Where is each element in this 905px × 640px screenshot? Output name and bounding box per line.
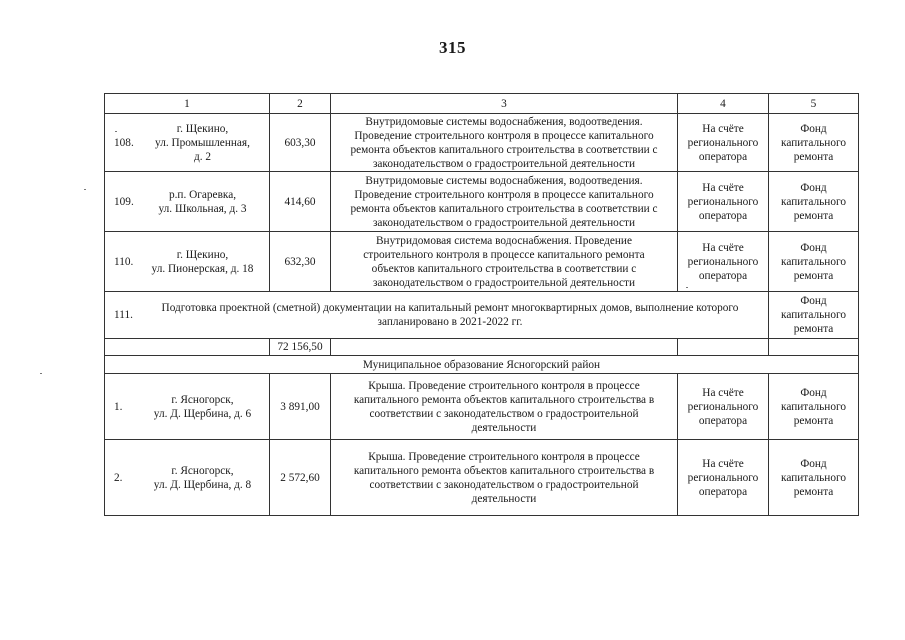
fund-cell	[769, 374, 859, 440]
text-line: ремонта объектов капитального строительства в соответствии с	[350, 143, 658, 156]
works-cell-text	[350, 116, 657, 170]
fund-cell	[769, 292, 859, 339]
row-number: 111.	[114, 309, 133, 321]
account-cell	[678, 232, 769, 292]
text-line: Внутридомовая система водоснабжения. Проведение	[376, 234, 632, 247]
text-line: ул. Пионерская, д. 18	[151, 262, 254, 275]
text-line: г. Щекино,	[176, 248, 229, 261]
row-number: 2.	[114, 471, 123, 484]
text-line: ул. Школьная, д. 3	[158, 202, 247, 215]
fund-cell	[769, 114, 859, 172]
address-cell	[105, 232, 270, 292]
row-number: 108.	[114, 136, 134, 149]
table-row	[105, 440, 859, 516]
text-line: капитального	[781, 195, 846, 208]
text-line: ремонта	[793, 269, 834, 282]
scan-speck	[115, 131, 117, 132]
text-line: капитального ремонта объектов капитального строительства в	[353, 393, 655, 406]
address-cell-text	[140, 464, 265, 492]
works-cell-text	[363, 235, 644, 289]
works-cell-text	[350, 175, 657, 229]
text-line: Внутридомовые системы водоснабжения, водоотведения.	[365, 174, 643, 187]
amount-value: 414,60	[284, 195, 316, 208]
amount-cell	[270, 374, 331, 440]
amount-value: 2 572,60	[280, 471, 320, 484]
text-line: На счёте	[702, 122, 744, 135]
text-line: капитального	[781, 309, 846, 321]
amount-cell	[270, 440, 331, 516]
fund-cell-text	[781, 242, 846, 282]
text-line: объектов капитального строительства в соответствии с	[371, 262, 637, 275]
address-cell	[105, 172, 270, 232]
amount-value: 632,30	[284, 255, 316, 268]
text-line: Фонд	[800, 386, 827, 399]
total-value: 72 156,50	[277, 341, 323, 353]
text-line: Фонд	[800, 457, 827, 470]
text-line: оператора	[698, 150, 748, 163]
account-cell-text	[688, 182, 759, 222]
account-cell	[678, 114, 769, 172]
amount-cell	[270, 232, 331, 292]
fund-cell-text	[781, 123, 846, 163]
column-header-row	[105, 94, 859, 114]
empty-cell	[105, 339, 270, 356]
empty-cell	[678, 339, 769, 356]
text-line: капитального	[781, 400, 846, 413]
text-line: ремонта объектов капитального строительства в соответствии с	[350, 202, 658, 215]
text-line: регионального	[687, 195, 759, 208]
text-line: законодательством о градостроительной деятельности	[372, 157, 636, 170]
row-number: 110.	[114, 255, 134, 268]
text-line: оператора	[698, 414, 748, 427]
column-header-5: 5	[769, 94, 859, 114]
text-line: регионального	[687, 136, 759, 149]
text-line: На счёте	[702, 457, 744, 470]
scan-speck	[40, 373, 42, 374]
text-line: г. Щекино,	[176, 122, 229, 135]
text-line: На счёте	[702, 241, 744, 254]
column-header-4: 4	[678, 94, 769, 114]
text-line: Фонд	[800, 295, 827, 307]
text-line: регионального	[687, 255, 759, 268]
address-cell-text	[140, 393, 265, 421]
column-header-3: 3	[331, 94, 678, 114]
table-row	[105, 114, 859, 172]
total-row	[105, 339, 859, 356]
address-cell	[105, 374, 270, 440]
text-line: запланировано в 2021-2022 гг.	[377, 316, 523, 328]
account-cell	[678, 374, 769, 440]
text-line: Крыша. Проведение строительного контроля в процессе	[368, 450, 640, 463]
address-cell	[105, 440, 270, 516]
amount-value: 603,30	[284, 136, 316, 149]
works-cell	[331, 374, 678, 440]
planned-work-cell-text	[140, 301, 760, 329]
account-cell-text	[688, 387, 759, 427]
column-header-2: 2	[270, 94, 331, 114]
table-row	[105, 232, 859, 292]
text-line: ул. Д. Щербина, д. 6	[153, 407, 252, 420]
text-line: д. 2	[193, 150, 212, 163]
table-row	[105, 374, 859, 440]
text-line: ремонта	[793, 485, 834, 498]
text-line: Крыша. Проведение строительного контроля в процессе	[368, 379, 640, 392]
text-line: оператора	[698, 269, 748, 282]
fund-cell	[769, 440, 859, 516]
text-line: ремонта	[793, 323, 834, 335]
account-cell-text	[688, 458, 759, 498]
planned-work-cell	[105, 292, 769, 339]
text-line: г. Ясногорск,	[171, 464, 234, 477]
total-cell	[270, 339, 331, 356]
text-line: капитального ремонта объектов капитального строительства в	[353, 464, 655, 477]
text-line: капитального	[781, 471, 846, 484]
account-cell	[678, 440, 769, 516]
text-line: ул. Д. Щербина, д. 8	[153, 478, 252, 491]
account-cell-text	[688, 242, 759, 282]
text-line: Внутридомовые системы водоснабжения, водоотведения.	[365, 115, 643, 128]
section-title: Муниципальное образование Ясногорский район	[105, 356, 859, 374]
text-line: ул. Промышленная,	[155, 136, 250, 149]
address-cell-text	[140, 188, 265, 216]
text-line: капитального	[781, 255, 846, 268]
text-line: деятельности	[471, 421, 537, 434]
text-line: Подготовка проектной (сметной) документации на капитальный ремонт многоквартирных домов, выполнение которого	[161, 302, 739, 314]
text-line: Фонд	[800, 122, 827, 135]
works-cell	[331, 440, 678, 516]
column-header-1: 1	[105, 94, 270, 114]
text-line: строительного контроля в процессе капитального ремонта	[363, 248, 645, 261]
amount-value: 3 891,00	[280, 400, 320, 413]
page-number: 315	[439, 38, 466, 57]
text-line: оператора	[698, 209, 748, 222]
text-line: На счёте	[702, 181, 744, 194]
works-cell	[331, 232, 678, 292]
text-line: Проведение строительного контроля в процессе капитального	[354, 188, 654, 201]
fund-cell-text	[781, 387, 846, 427]
scan-speck	[686, 287, 688, 288]
text-line: ремонта	[793, 150, 834, 163]
text-line: соответствии с законодательством о градостроительной	[369, 478, 639, 491]
text-line: р.п. Огаревка,	[168, 188, 237, 201]
text-line: законодательством о градостроительной деятельности	[372, 276, 636, 289]
table-row-111	[105, 292, 859, 339]
text-line: ремонта	[793, 209, 834, 222]
empty-cell	[331, 339, 678, 356]
table-row	[105, 172, 859, 232]
works-cell-text	[354, 380, 654, 434]
works-cell	[331, 172, 678, 232]
address-cell	[105, 114, 270, 172]
text-line: регионального	[687, 400, 759, 413]
fund-cell-text	[781, 458, 846, 498]
capital-repair-table	[104, 93, 859, 516]
text-line: Проведение строительного контроля в процессе капитального	[354, 129, 654, 142]
address-cell-text	[140, 248, 265, 276]
text-line: законодательством о градостроительной деятельности	[372, 216, 636, 229]
text-line: соответствии с законодательством о градостроительной	[369, 407, 639, 420]
fund-cell	[769, 172, 859, 232]
works-cell	[331, 114, 678, 172]
fund-cell-text	[781, 295, 846, 335]
section-row	[105, 356, 859, 374]
text-line: регионального	[687, 471, 759, 484]
fund-cell	[769, 232, 859, 292]
empty-cell	[769, 339, 859, 356]
works-cell-text	[354, 451, 654, 505]
text-line: г. Ясногорск,	[171, 393, 234, 406]
text-line: Фонд	[800, 241, 827, 254]
text-line: оператора	[698, 485, 748, 498]
text-line: На счёте	[702, 386, 744, 399]
text-line: деятельности	[471, 492, 537, 505]
fund-cell-text	[781, 182, 846, 222]
amount-cell	[270, 114, 331, 172]
amount-cell	[270, 172, 331, 232]
text-line: ремонта	[793, 414, 834, 427]
text-line: капитального	[781, 136, 846, 149]
account-cell-text	[688, 123, 759, 163]
address-cell-text	[140, 122, 265, 164]
scan-speck	[84, 189, 86, 190]
row-number: 109.	[114, 195, 134, 208]
text-line: Фонд	[800, 181, 827, 194]
row-number: 1.	[114, 400, 123, 413]
account-cell	[678, 172, 769, 232]
